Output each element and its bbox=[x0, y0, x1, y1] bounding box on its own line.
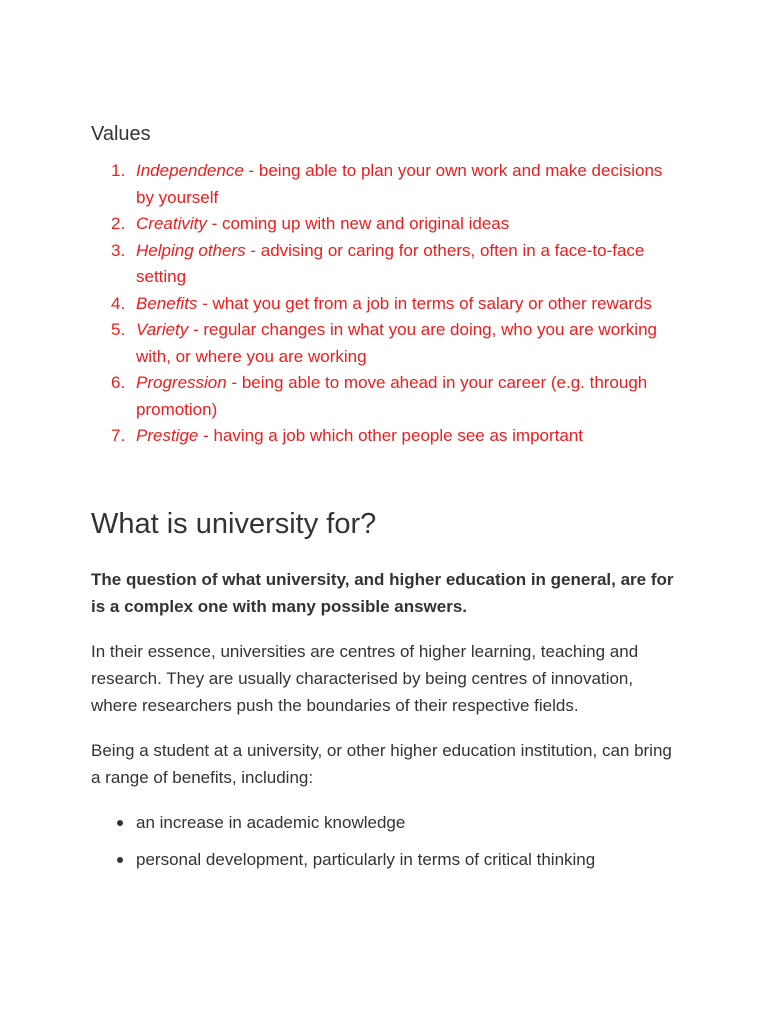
list-item bbox=[91, 846, 681, 873]
benefits-list bbox=[91, 809, 681, 873]
value-description: advising or caring for others, often in a face-to-face setting bbox=[136, 240, 645, 286]
value-separator: - bbox=[206, 214, 222, 233]
list-number: 4. bbox=[111, 293, 126, 313]
value-separator: - bbox=[245, 240, 261, 260]
value-description: being able to plan your own work and make decisions by yourself bbox=[136, 161, 663, 207]
value-separator: - bbox=[188, 320, 204, 339]
bullet-icon bbox=[117, 857, 123, 863]
value-description: having a job which other people see as important bbox=[213, 426, 583, 445]
values-list-item bbox=[91, 238, 681, 291]
values-list-item bbox=[91, 317, 681, 370]
value-term: Variety bbox=[136, 320, 189, 339]
document-content bbox=[91, 120, 681, 883]
list-number: 7. bbox=[111, 426, 126, 445]
values-list bbox=[91, 158, 681, 450]
list-number: 3. bbox=[111, 240, 126, 260]
value-term: Prestige bbox=[136, 426, 199, 445]
value-description: coming up with new and original ideas bbox=[221, 214, 510, 233]
values-list-item bbox=[91, 291, 681, 318]
value-term: Helping others bbox=[136, 240, 246, 260]
lead-paragraph: The question of what university, and higher education in general, are for is a complex one with many possible answers. bbox=[91, 569, 674, 616]
value-description: being able to move ahead in your career (e.g. through promotion) bbox=[136, 373, 648, 419]
value-description: what you get from a job in terms of salary or other rewards bbox=[212, 293, 652, 313]
bullet-icon bbox=[117, 820, 123, 826]
values-list-item bbox=[91, 158, 681, 211]
value-term: Progression bbox=[136, 373, 227, 392]
list-number: 5. bbox=[111, 320, 126, 339]
value-separator: - bbox=[226, 373, 242, 392]
value-term: Creativity bbox=[136, 214, 207, 233]
values-heading: Values bbox=[91, 123, 151, 145]
value-separator: - bbox=[198, 426, 214, 445]
values-list-item bbox=[91, 211, 681, 238]
body-paragraph: In their essence, universities are centres of higher learning, teaching and research. They are usually characterised by being centres of innovation, where researchers push the boundaries of their respective fields. bbox=[91, 641, 639, 715]
section-heading: What is university for? bbox=[91, 507, 377, 540]
body-paragraph: Being a student at a university, or other higher education institution, can bring a range of benefits, including: bbox=[91, 740, 672, 787]
values-list-item bbox=[91, 370, 681, 423]
list-item-text: personal development, particularly in terms of critical thinking bbox=[136, 849, 596, 869]
value-separator: - bbox=[243, 161, 259, 180]
values-list-item bbox=[91, 423, 681, 450]
value-description: regular changes in what you are doing, who you are working with, or where you are working bbox=[136, 320, 657, 366]
list-number: 6. bbox=[111, 373, 126, 392]
list-number: 1. bbox=[111, 161, 126, 180]
value-separator: - bbox=[197, 293, 213, 313]
list-item bbox=[91, 809, 681, 836]
value-term: Benefits bbox=[136, 293, 198, 313]
value-term: Independence bbox=[136, 161, 244, 180]
list-number: 2. bbox=[111, 214, 126, 233]
list-item-text: an increase in academic knowledge bbox=[136, 812, 406, 832]
